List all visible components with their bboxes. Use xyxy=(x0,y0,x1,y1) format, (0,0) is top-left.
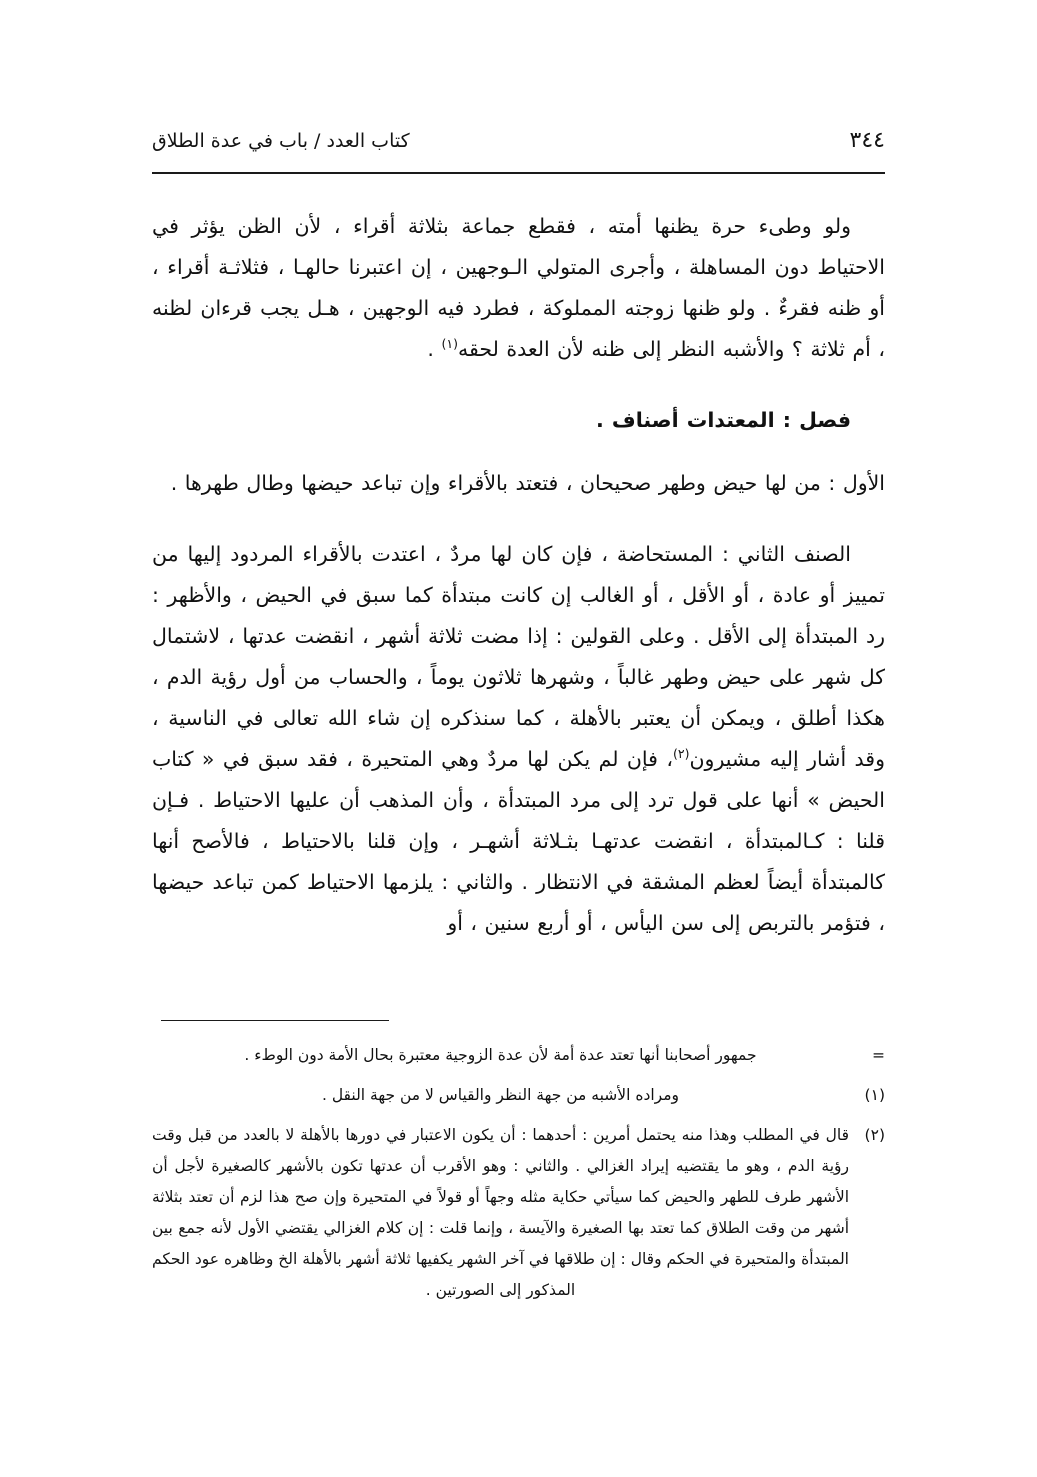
footnote-text: ومراده الأشبه من جهة النظر والقياس لا من جهة النقل . xyxy=(321,1086,680,1104)
header-title: كتاب العدد / باب في عدة الطلاق xyxy=(152,130,410,152)
footnote-text: قال في المطلب وهذا منه يحتمل أمرين : أحدهما : أن يكون الاعتبار في دورها بالأهلة لا بالعدد من قبل وقت رؤية الدم ، وهو ما يقتضيه إيراد الغزالي . والثاني : وهو الأقرب أن عدتها تكون بالأشهر كالصغيرة لأجل أن الأشهر طرف للطهر والحيض كما سيأتي حكاية مثله وجهاً أو قولاً في المتحيرة وإن صح هذا لزم أن تعتد بثلاثة أشهر من وقت الطلاق كما تعتد بها الصغيرة والآيسة ، وإنما قلت : إن كلام الغزالي يقتضي الأول لأنه جمع بين المبتدأة والمتحيرة في الحكم وقال : إن طلاقها في آخر الشهر يكفيها ثلاثة أشهر بالأهلة الخ وظاهره عود الحكم المذكور إلى الصورتين . xyxy=(152,1126,849,1299)
footnote-item xyxy=(152,1040,885,1071)
page-header xyxy=(152,128,885,153)
paragraph-1: ولو وطىء حرة يظنها أمته ، فقطع جماعة بثلاثة أقراء ، لأن الظن يؤثر في الاحتياط دون المساهلة ، وأجرى المتولي الـوجهين ، إن اعتبرنا حالهـا ، فثلاثـة أقراء ، أو ظنه فقرءٌ . ولو ظنها زوجته المملوكة ، فطرد فيه الوجهين ، هـل يجب قرءان لظنه ، أم ثلاثة ؟ والأشبه النظر إلى ظنه لأن العدة لحقه$^{(١)}$ . xyxy=(152,214,885,361)
paragraph-first-category: الأول : من لها حيض وطهر صحيحان ، فتعتد بالأقراء وإن تباعد حيضها وطال طهرها . xyxy=(170,471,885,495)
footnote-divider xyxy=(161,1020,389,1021)
paragraph-second-category-text-b: ، فإن لم يكن لها مردٌ وهي المتحيرة ، فقد سبق في « كتاب الحيض » أنها على قول ترد إلى مرد المبتدأة ، وأن المذهب أن عليها الاحتياط . فـإن قلنا : كـالمبتدأة ، انقضت عدتهـا بثـلاثة أشهـر ، وإن قلنا بالاحتياط ، فالأصح أنها كالمبتدأة أيضاً لعظم المشقة في الانتظار . والثاني : يلزمها الاحتياط كمن تباعد حيضها ، فتؤمر بالتربص إلى سن اليأس ، أو أربع سنين ، أو xyxy=(152,747,885,935)
footnote-marker: = xyxy=(872,1046,885,1064)
footnote-marker: (١) xyxy=(864,1086,885,1104)
body-text-column xyxy=(152,206,885,944)
paragraph-second-category xyxy=(152,534,885,944)
footnotes-section xyxy=(152,1040,885,1315)
spacer xyxy=(152,370,885,400)
paragraph-1-text: ولو وطىء حرة يظنها أمته ، فقطع جماعة بثلاثة أقراء ، لأن الظن يؤثر في الاحتياط دون المساهلة ، وأجرى المتولي الـوجهين ، إن اعتبرنا حالهـا ، فثلاثـة أقراء ، أو ظنه فقرءٌ . ولو ظنها زوجته المملوكة ، فطرد فيه الوجهين ، هـل يجب قرءان لظنه ، أم ثلاثة ؟ والأشبه النظر إلى ظنه لأن العدة لحقه xyxy=(152,214,885,361)
footnote-item xyxy=(152,1080,885,1111)
footnote-item xyxy=(152,1120,885,1306)
footnote-ref-1: (١) xyxy=(441,336,458,352)
spacer xyxy=(152,441,885,463)
footnote-text: جمهور أصحابنا أنها تعتد عدة أمة لأن عدة الزوجية معتبرة بحال الأمة دون الوطء . xyxy=(244,1046,757,1064)
footnote-ref-2: (٢) xyxy=(672,746,690,762)
page-number: ٣٤٤ xyxy=(849,128,885,153)
footnote-marker: (٢) xyxy=(864,1126,885,1144)
paragraph-second-category-text-a: الصنف الثاني : المستحاضة ، فإن كان لها مردٌ ، اعتدت بالأقراء المردود إليها من تمييز أو عادة ، أو الأقل ، أو الغالب إن كانت مبتدأة كما سبق في الحيض ، والأظهر : رد المبتدأة إلى الأقل . وعلى القولين : إذا مضت ثلاثة أشهر ، انقضت عدتها ، لاشتمال كل شهر على حيض وطهر غالباً ، وشهرها ثلاثون يوماً ، والحساب من أول رؤية الدم ، هكذا أطلق ، ويمكن أن يعتبر بالأهلة ، كما سنذكره إن شاء الله تعالى في الناسية ، وقد أشار إليه مشيرون xyxy=(152,542,886,771)
paragraph-fasl: فصل : المعتدات أصناف . xyxy=(595,408,851,432)
spacer xyxy=(152,504,885,534)
header-divider xyxy=(152,172,885,174)
